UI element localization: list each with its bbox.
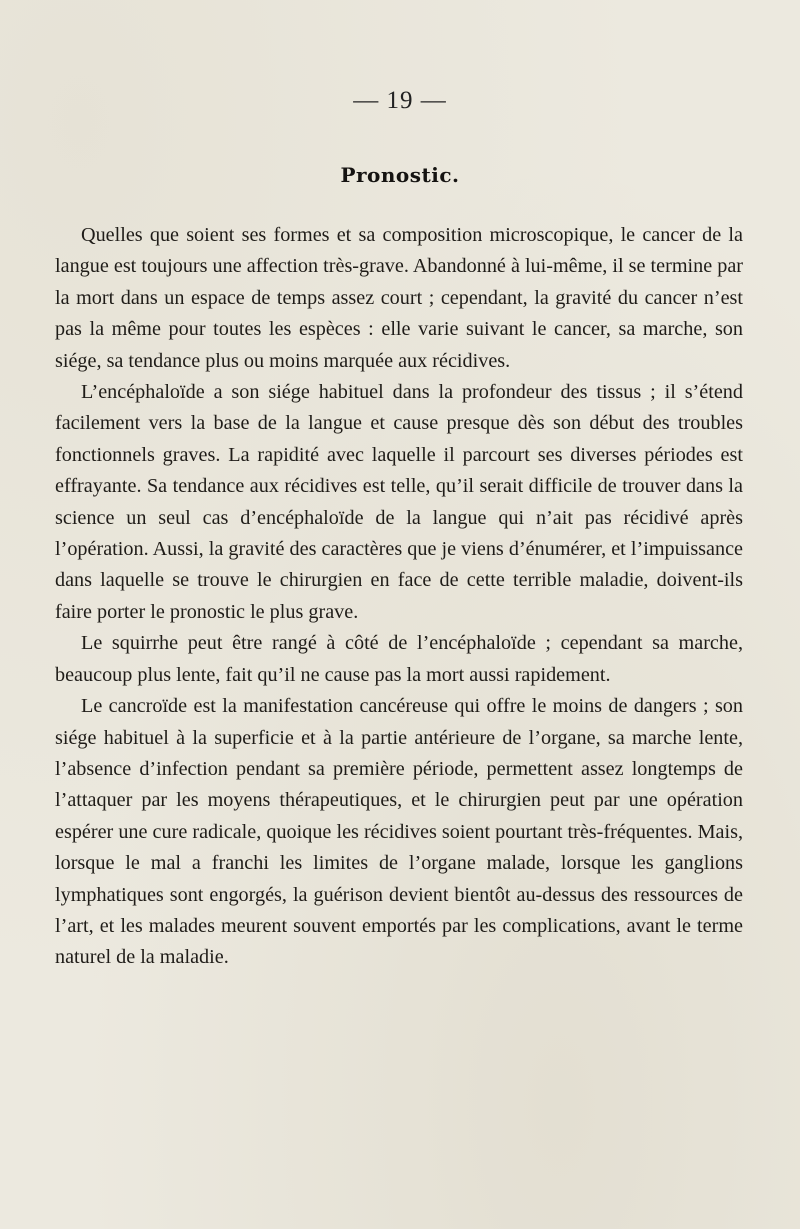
page-number: — 19 — [353, 87, 447, 114]
paragraph: Quelles que soient ses formes et sa composition microscopique, le cancer de la langue est toujours une affection très-grave. Abandonné à lui-même, il se termine par la mort dans un espace de temps assez court ; cependant, la gravité du cancer n’est pas la même pour toutes les espèces : elle varie suivant le cancer, sa marche, son siége, sa tendance plus ou moins marquée aux récidives. [55, 224, 744, 372]
paragraph: Le squirrhe peut être rangé à côté de l’encéphaloïde ; cependant sa marche, beaucoup plus lente, fait qu’il ne cause pas la mort aussi rapidement. [55, 632, 743, 686]
body-text [55, 220, 743, 974]
section-heading: Pronostic. [340, 163, 460, 187]
paragraph: Le cancroïde est la manifestation cancéreuse qui offre le moins de dangers ; son siége habituel à la superficie et à la partie antérieure de l’organe, sa marche lente, l’absence d’infection pendant sa première période, permettent assez longtemps de l’attaquer par les moyens thérapeutiques, et le chirurgien peut par une opération espérer une cure radicale, quoique les récidives soient pourtant très-fréquentes. Mais, lorsque le mal a franchi les limites de l’organe malade, lorsque les ganglions lymphatiques sont engorgés, la guérison devient bientôt au-dessus des ressources de l’art, et les malades meurent souvent emportés par les complications, avant le terme naturel de la maladie. [55, 695, 743, 969]
paragraph: L’encéphaloïde a son siége habituel dans la profondeur des tissus ; il s’étend facilement vers la base de la langue et cause presque dès son début des troubles fonctionnels graves. La rapidité avec laquelle il parcourt ses diverses périodes est effrayante. Sa tendance aux récidives est telle, qu’il serait difficile de trouver dans la science un seul cas d’encéphaloïde de la langue qui n’ait pas récidivé après l’opération. Aussi, la gravité des caractères que je viens d’énumérer, et l’impuissance dans laquelle se trouve le chirurgien en face de cette terrible maladie, doivent-ils faire porter le pronostic le plus grave. [55, 381, 743, 623]
